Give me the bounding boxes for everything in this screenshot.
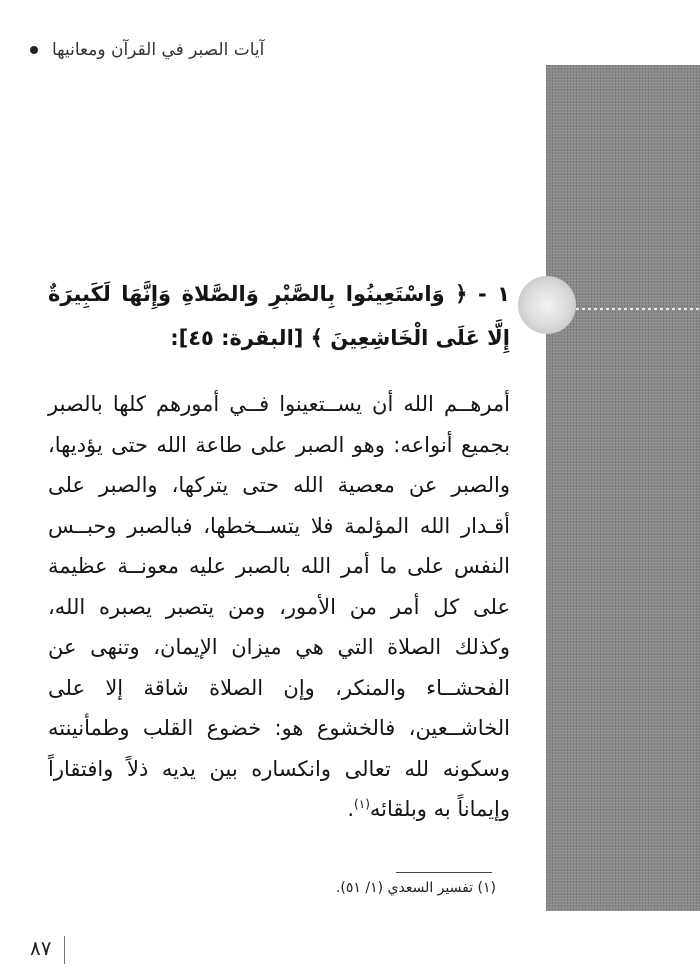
decorative-side-band — [546, 65, 700, 911]
quran-verse: ١ - ﴿ وَاسْتَعِينُوا بِالصَّبْرِ وَالصَّلاةِ وَإِنَّهَا لَكَبِيرَةٌ إِلَّا عَلَى الْخَاشِعِينَ ﴾ [البقرة: ٤٥]: — [48, 282, 510, 350]
main-content — [48, 272, 510, 830]
header-title: آيات الصبر في القرآن ومعانيها — [52, 40, 265, 60]
explanation-paragraph — [48, 384, 510, 830]
page-number-divider — [64, 936, 65, 964]
paragraph-ending: . — [347, 797, 355, 821]
header-bullet-icon — [30, 46, 38, 54]
footnote-marker: (١) — [354, 797, 370, 811]
decorative-circle-icon — [518, 276, 576, 334]
explanation-text: أمرهــم الله أن يســتعينوا فــي أمورهم كلها بالصبر بجميع أنواعه: وهو الصبر على طاعة الله حتى يؤديها، والصبر عن معصية الله حتى يتركها، والصبر على أقـدار الله المؤلمة فلا يتســخطها، فبالصبر وحبــس النفس على ما أمر الله بالصبر عليه معونــة عظيمة على كل أمر من الأمور، ومن يتصبر يصبره الله، وكذلك الصلاة التي هي ميزان الإيمان، وتنهى عن الفحشــاء والمنكر، وإن الصلاة شاقة إلا على الخاشــعين، فالخشوع هو: خضوع القلب وطمأنينته وسكونه لله تعالى وانكساره بين يديه ذلاً وافتقاراً وإيماناً به وبلقائه — [48, 392, 510, 821]
footnote-separator — [396, 872, 492, 873]
running-header — [30, 34, 280, 66]
footnote: (١) تفسير السعدي (١/ ٥١). — [335, 880, 496, 896]
page-number: ٨٧ — [30, 936, 52, 960]
